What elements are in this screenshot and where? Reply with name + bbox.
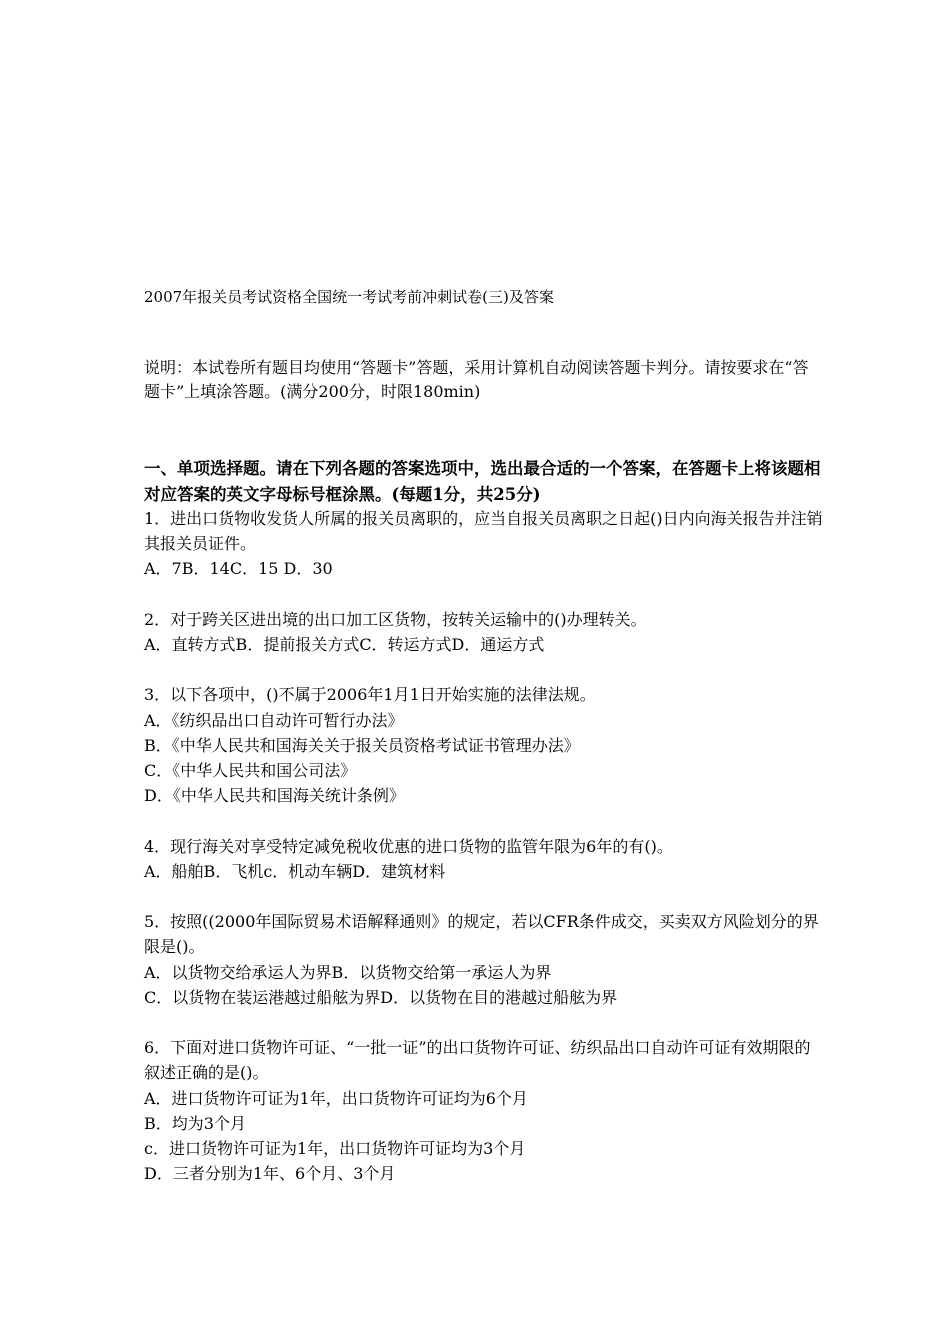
document-title: 2007年报关员考试资格全国统一考试考前冲刺试卷(三)及答案 xyxy=(144,288,554,306)
question-option: A．7B．14C．15 D．30 xyxy=(144,559,333,579)
question-item xyxy=(144,682,824,808)
question-option: A．《纺织品出口自动许可暂行办法》 xyxy=(144,710,404,730)
question-option: C．以货物在装运港越过船舷为界D．以货物在目的港越过船舷为界 xyxy=(144,987,618,1007)
question-option: A．船舶B．飞机c．机动车辆D．建筑材料 xyxy=(144,861,446,881)
question-option: C．《中华人民共和国公司法》 xyxy=(144,761,357,780)
question-option: c．进口货物许可证为1年，出口货物许可证均为3个月 xyxy=(144,1139,526,1158)
question-item xyxy=(144,506,824,582)
question-option: D．《中华人民共和国海关统计条例》 xyxy=(144,786,405,806)
question-item xyxy=(144,1035,824,1186)
question-stem: 1．进出口货物收发货人所属的报关员离职的，应当自报关员离职之日起()日内向海关报告并注销其报关员证件。 xyxy=(144,509,823,554)
question-option: A．直转方式B．提前报关方式C．转运方式D．通运方式 xyxy=(144,635,545,654)
question-stem: 4．现行海关对享受特定减免税收优惠的进口货物的监管年限为6年的有()。 xyxy=(144,836,673,856)
question-item xyxy=(144,834,824,884)
instructions-paragraph: 说明：本试卷所有题目均使用“答题卡”答题，采用计算机自动阅读答题卡判分。请按要求在“答题卡”上填涂答题。(满分200分，时限180min) xyxy=(144,358,809,401)
section-heading: 一、单项选择题。请在下列各题的答案选项中，选出最合适的一个答案，在答题卡上将该题相对应答案的英文字母标号框涂黑。(每题1分，共25分) xyxy=(144,459,821,504)
question-item xyxy=(144,909,824,1010)
question-list xyxy=(144,506,824,1212)
question-item xyxy=(144,607,824,657)
question-option: B．均为3个月 xyxy=(144,1113,246,1133)
question-option: D．三者分别为1年、6个月、3个月 xyxy=(144,1164,396,1184)
question-stem: 6．下面对进口货物许可证、“一批一证”的出口货物许可证、纺织品出口自动许可证有效期限的叙述正确的是()。 xyxy=(144,1038,811,1083)
question-stem: 5．按照((2000年国际贸易术语解释通则》的规定，若以CFR条件成交，买卖双方风险划分的界限是()。 xyxy=(144,912,819,957)
question-option: B．《中华人民共和国海关关于报关员资格考试证书管理办法》 xyxy=(144,735,580,755)
question-option: A．进口货物许可证为1年，出口货物许可证均为6个月 xyxy=(144,1088,528,1108)
question-option: A．以货物交给承运人为界B．以货物交给第一承运人为界 xyxy=(144,962,552,982)
question-stem: 3．以下各项中，()不属于2006年1月1日开始实施的法律法规。 xyxy=(144,685,596,705)
question-stem: 2．对于跨关区进出境的出口加工区货物，按转关运输中的()办理转关。 xyxy=(144,609,647,629)
